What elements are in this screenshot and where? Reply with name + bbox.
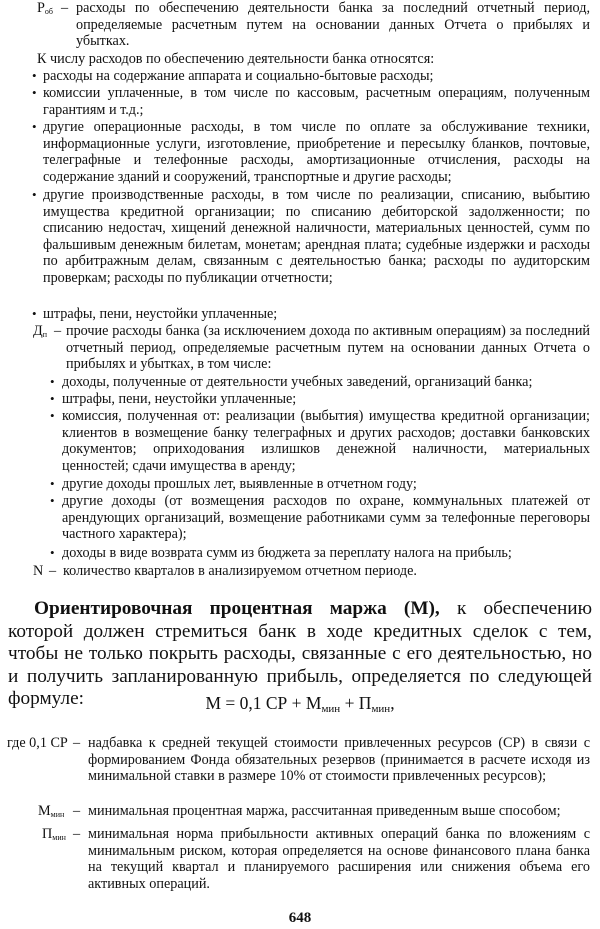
list-item: комиссии уплаченные, в том числе по кассовым, расчетным операциям, полученным гарантиям и т.д.; (43, 85, 590, 118)
list-item: доходы в виде возврата сумм из бюджета за переплату налога на прибыль; (62, 545, 512, 561)
dash: – (61, 0, 69, 16)
dash: – (73, 826, 81, 842)
dash: – (54, 323, 62, 339)
list-item: другие доходы (от возмещения расходов по охране, коммунальных платежей от арендующих организаций, возмещение работниками сумм за телефонные переговоры частного характера); (62, 493, 590, 543)
bullet: • (50, 391, 55, 406)
definition-p-min-text: минимальная норма прибыльности активных операций банка по вложениям с минимальным риском, которая определяется на основе финансового плана банка на текущий квартал и планируемого расширения или снижения объема его активных операций. (88, 826, 590, 892)
dash: – (73, 803, 81, 819)
term-m-min: $М_{мин}$ (38, 803, 65, 819)
list-item: комиссия, полученная от: реализации (выбытия) имущества кредитной организации; клиентов в возмещение банку телеграфных и других расходов; доставки банковских документов; оприходования излишков денежной наличности, материальных ценностей; сдачи имущества в аренду; (62, 408, 590, 474)
term-rob: $Р_{об}$ (37, 0, 53, 16)
bullet: • (50, 493, 55, 508)
definition-cp-text: надбавка к средней текущей стоимости привлеченных ресурсов (СР) в связи с формированием Фонда обязательных резервов (принимается в расчете исходя из минимальной ставки в размере 10% от стоимости привлеченных ресурсов); (88, 735, 590, 785)
bullet: • (50, 408, 55, 423)
bullet: • (32, 306, 37, 321)
margin-paragraph: Ориентировочная процентная маржа (М), к обеспечению которой должен стремиться банк в ходе кредитных сделок с тем, чтобы не только покрыть расходы, связанные с его деятельностью, но и получить запланированную прибыль, определяется по следующей формуле: (8, 598, 592, 710)
list-item: доходы, полученные от деятельности учебных заведений, организаций банка; (62, 374, 533, 390)
dash: – (49, 563, 57, 579)
dash: – (73, 735, 81, 751)
definition-dp-text: прочие расходы банка (за исключением дохода по активным операциям) за последний отчетный период, определяемые расчетным путем на основании данных Отчета о прибылях и убытках, в том числе: (66, 323, 590, 373)
list-item: расходы на содержание аппарата и социально-бытовые расходы; (43, 68, 434, 84)
list-item: другие доходы прошлых лет, выявленные в отчетном году; (62, 476, 417, 492)
bullet: • (50, 476, 55, 491)
bullet: • (32, 119, 37, 134)
expenses-intro: К числу расходов по обеспечению деятельности банка относятся: (37, 51, 435, 67)
definition-rob-text: расходы по обеспечению деятельности банка за последний отчетный период, определяемые расчетным путем на основании данных Отчета о прибылях и убытках. (76, 0, 590, 50)
margin-term: Ориентировочная процентная маржа (М), (34, 598, 440, 619)
bullet: • (32, 68, 37, 83)
bullet: • (32, 187, 37, 202)
term-cp: где 0,1 СР (7, 735, 68, 751)
list-item: другие производственные расходы, в том числе по реализации, списанию, выбытию имущества кредитной организации; по списанию дебиторской задолженности; по списанию недостач, хищений денежной наличности, материальных ценностей, сумм по фальшивым денежным билетам, монетам; арендная плата; судебные издержки и расходы по арбитражным делам, связанным с деятельностью банка; расходы по аудиторским проверкам; расходы по публикации отчетности; (43, 187, 590, 286)
bullet: • (50, 545, 55, 560)
list-item: другие операционные расходы, в том числе по оплате за обслуживание техники, информационные услуги, изготовление, приобретение и пересылку бланков, почтовые, телеграфные и телефонные расходы, амортизационные отчисления, расходы на содержание зданий и сооружений, транспортные и другие расходы; (43, 119, 590, 185)
list-item: штрафы, пени, неустойки уплаченные; (62, 391, 297, 407)
list-item: штрафы, пени, неустойки уплаченные; (43, 306, 278, 322)
term-p-min: $П_{мин}$ (42, 826, 66, 842)
bullet: • (32, 85, 37, 100)
bullet: • (50, 374, 55, 389)
margin-formula: М = 0,1 СР + $М_{мин} + П_{мин}$, (205, 693, 395, 715)
term-n: N (33, 563, 44, 579)
definition-n-text: количество кварталов в анализируемом отчетном периоде. (63, 563, 417, 579)
term-dp: $Д_п$ (33, 323, 47, 339)
page-number: 648 (288, 910, 312, 926)
definition-m-min-text: минимальная процентная маржа, рассчитанная приведенным выше способом; (88, 803, 561, 819)
